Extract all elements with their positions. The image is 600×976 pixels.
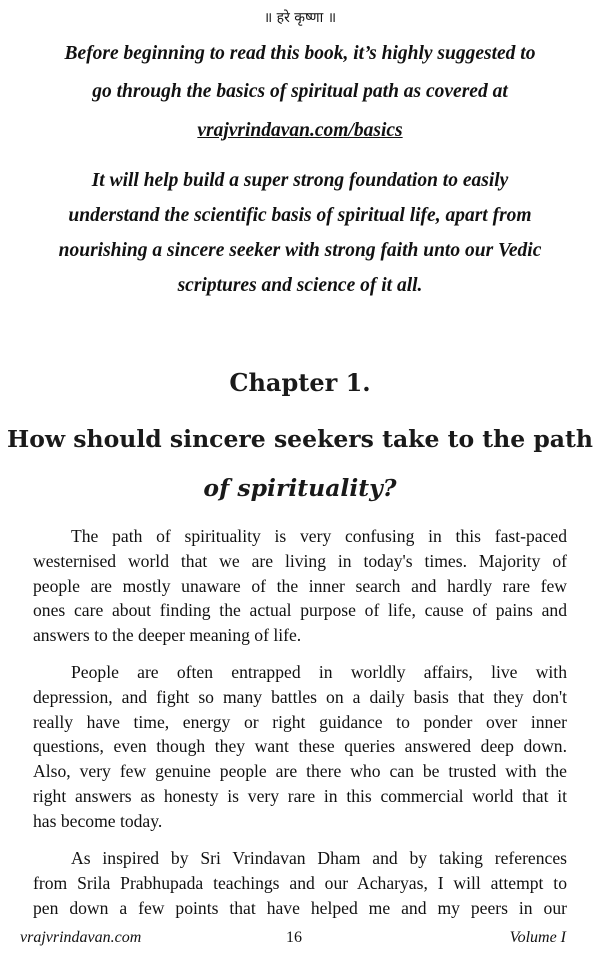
body-line: Also, very few genuine people are there who can be trusted with the: [33, 761, 567, 781]
intro-line: scriptures and science of it all.: [177, 275, 423, 296]
chapter-title-line: How should sincere seekers take to the path: [7, 425, 593, 453]
intro-line: understand the scientific basis of spiritual life, apart from: [68, 205, 532, 226]
body-line: people are mostly unaware of the inner search and hardly rare few: [33, 576, 567, 596]
intro-line: It will help build a super strong foundation to easily: [91, 170, 509, 191]
footer-site: vrajvrindavan.com: [20, 929, 142, 946]
chapter-label: Chapter 1.: [229, 368, 371, 397]
basics-link[interactable]: vrajvrindavan.com/basics: [197, 120, 403, 141]
chapter-title-line: [0, 474, 600, 502]
invocation: ॥ हरे कृष्णा ॥: [263, 10, 337, 26]
body-line: right answers as honesty is very rare in this commercial world that it: [33, 786, 567, 806]
intro-line: go through the basics of spiritual path as covered at: [92, 81, 508, 102]
body-line: really have time, energy or right guidance to ponder over inner: [33, 712, 567, 732]
intro-line: Before beginning to read this book, it’s highly suggested to: [64, 43, 536, 64]
body-line: As inspired by Sri Vrindavan Dham and by taking references: [71, 848, 567, 868]
body-line: has become today.: [33, 811, 163, 831]
body-line: People are often entrapped in worldly affairs, live with: [71, 662, 567, 682]
body-line: from Srila Prabhupada teachings and our Acharyas, I will attempt to: [33, 873, 567, 893]
intro-line: nourishing a sincere seeker with strong faith unto our Vedic: [58, 240, 542, 261]
footer-volume: Volume I: [509, 929, 566, 946]
body-line: westernised world that we are living in today's times. Majority of: [33, 551, 567, 571]
body-line: answers to the deeper meaning of life.: [33, 625, 302, 645]
chapter-title-text: of spirituality?: [203, 474, 397, 502]
body-line: pen down a few points that have helped me and my peers in our: [33, 898, 567, 918]
body-line: The path of spirituality is very confusing in this fast-paced: [71, 526, 567, 546]
body-line: ones care about finding the actual purpose of life, cause of pains and: [33, 600, 567, 620]
body-line: questions, even though they want these queries answered deep down.: [33, 736, 567, 756]
body-line: depression, and fight so many battles on a daily basis that they don't: [33, 687, 567, 707]
page-number: 16: [286, 929, 302, 946]
